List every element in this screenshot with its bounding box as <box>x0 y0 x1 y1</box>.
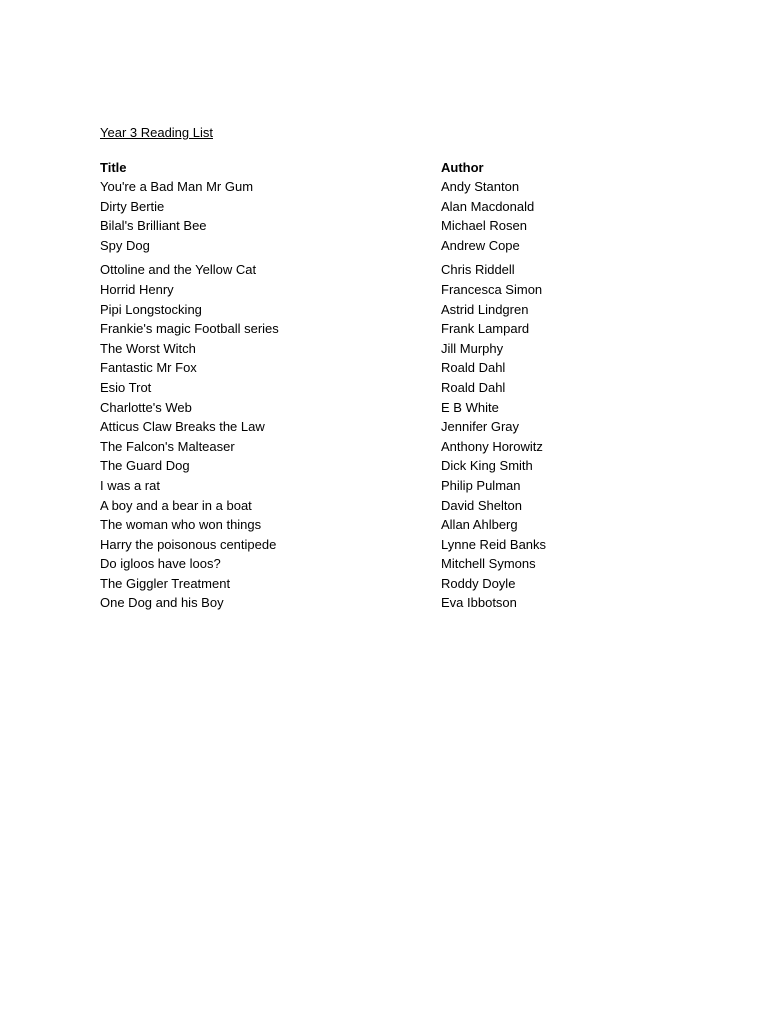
column-header-title: Title <box>100 160 127 175</box>
book-author: Allan Ahlberg <box>441 517 518 533</box>
table-row <box>0 399 768 419</box>
table-row <box>0 237 768 257</box>
book-author: Astrid Lindgren <box>441 301 529 317</box>
book-title: Dirty Bertie <box>100 198 165 214</box>
book-author: Anthony Horowitz <box>441 438 543 454</box>
book-author: Jill Murphy <box>441 340 504 356</box>
book-author: David Shelton <box>441 497 522 513</box>
book-author: Dick King Smith <box>441 458 533 474</box>
book-title: You're a Bad Man Mr Gum <box>100 179 254 194</box>
book-author: Philip Pulman <box>441 477 521 493</box>
table-row <box>0 340 768 360</box>
book-title: A boy and a bear in a boat <box>100 497 252 513</box>
book-author: Francesca Simon <box>441 281 543 297</box>
book-author: Roddy Doyle <box>441 575 516 591</box>
column-header-author: Author <box>441 160 484 175</box>
book-author: Eva Ibbotson <box>441 595 517 611</box>
table-row <box>0 379 768 399</box>
book-title: The Giggler Treatment <box>100 575 231 591</box>
book-title: Do igloos have loos? <box>100 556 221 572</box>
table-row <box>0 178 768 198</box>
table-row <box>0 555 768 575</box>
book-author: Mitchell Symons <box>441 556 536 572</box>
book-author: Chris Riddell <box>441 262 515 278</box>
table-row <box>0 198 768 218</box>
book-title: Bilal's Brilliant Bee <box>100 218 207 234</box>
book-author: E B White <box>441 399 499 415</box>
book-author: Andy Stanton <box>441 179 520 194</box>
book-author: Alan Macdonald <box>441 198 535 214</box>
book-title: The woman who won things <box>100 517 262 533</box>
book-title: Spy Dog <box>100 237 150 253</box>
book-author: Roald Dahl <box>441 360 506 376</box>
book-title: Esio Trot <box>100 379 152 395</box>
book-title: Atticus Claw Breaks the Law <box>100 419 265 435</box>
book-title: Frankie's magic Football series <box>100 321 279 337</box>
table-row <box>0 575 768 595</box>
book-title: Fantastic Mr Fox <box>100 360 197 376</box>
book-title: The Worst Witch <box>100 340 196 356</box>
table-row <box>0 301 768 321</box>
table-row <box>0 438 768 458</box>
table-row <box>0 497 768 517</box>
book-author: Jennifer Gray <box>441 419 520 435</box>
table-row <box>0 477 768 497</box>
book-title: Charlotte's Web <box>100 399 192 415</box>
book-title: The Guard Dog <box>100 458 190 474</box>
book-author: Lynne Reid Banks <box>441 536 547 552</box>
book-title: Ottoline and the Yellow Cat <box>100 262 257 278</box>
table-row <box>0 320 768 340</box>
table-row <box>0 516 768 536</box>
book-author: Michael Rosen <box>441 218 527 234</box>
table-row <box>0 594 768 614</box>
table-row <box>0 418 768 438</box>
book-title: Harry the poisonous centipede <box>100 536 277 552</box>
table-row <box>0 281 768 301</box>
page-title: Year 3 Reading List <box>100 125 213 140</box>
table-row <box>0 536 768 556</box>
book-title: Horrid Henry <box>100 281 174 297</box>
table-row <box>0 457 768 477</box>
book-author: Frank Lampard <box>441 321 530 337</box>
book-author: Roald Dahl <box>441 379 506 395</box>
book-title: One Dog and his Boy <box>100 595 224 611</box>
reading-list-table <box>0 178 768 614</box>
table-row <box>0 261 768 281</box>
book-author: Andrew Cope <box>441 237 520 253</box>
book-title: The Falcon's Malteaser <box>100 438 235 454</box>
book-title: Pipi Longstocking <box>100 301 202 317</box>
table-row <box>0 217 768 237</box>
book-title: I was a rat <box>100 477 160 493</box>
table-row <box>0 359 768 379</box>
